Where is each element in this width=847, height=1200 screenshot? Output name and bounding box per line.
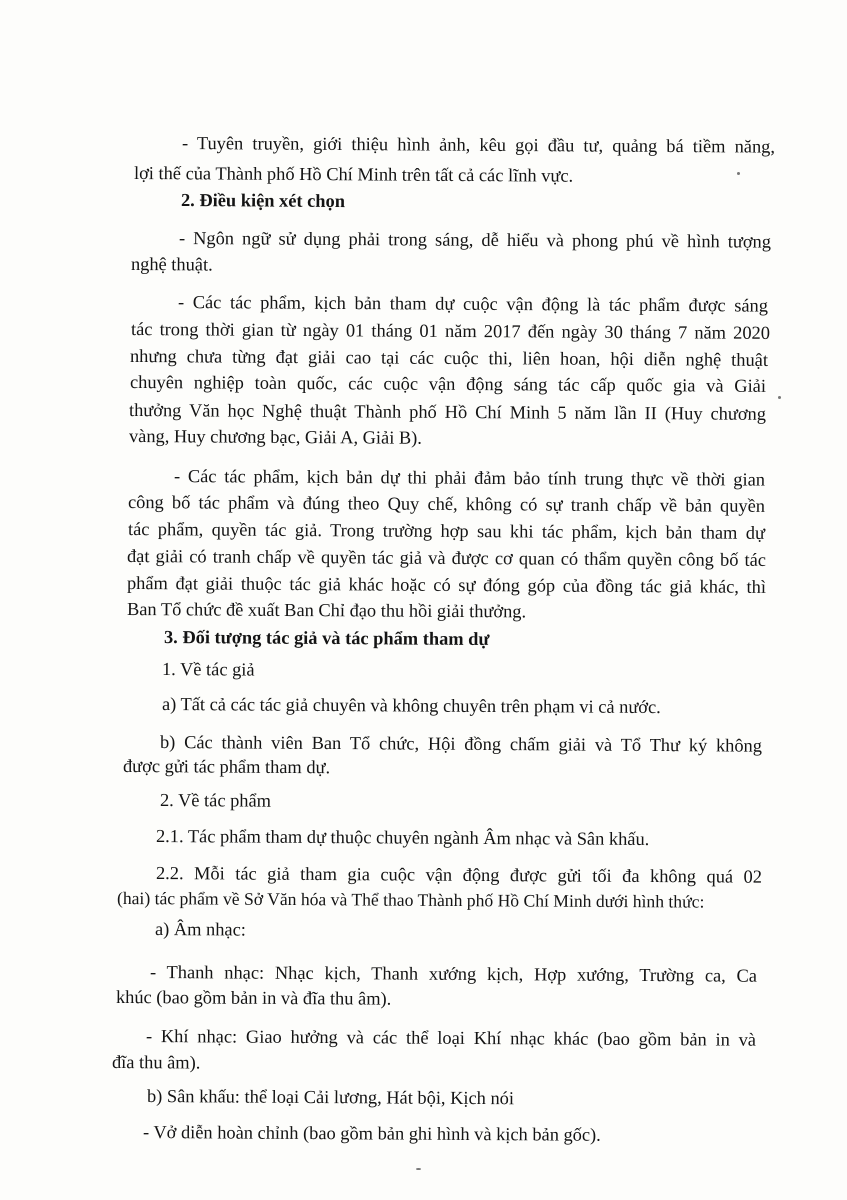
body-line: lợi thế của Thành phố Hồ Chí Minh trên tất cả các lĩnh vực.: [133, 163, 574, 186]
body-line: - Tuyên truyền, giới thiệu hình ảnh, kêu gọi đầu tư, quảng bá tiềm năng,: [181, 133, 776, 157]
body-line: 1. Về tác giả: [161, 659, 255, 680]
body-line: a) Âm nhạc:: [154, 919, 246, 940]
body-line: - Các tác phẩm, kịch bản dự thi phải đảm bảo tính trung thực về thời gian: [173, 466, 766, 490]
body-line: chuyên nghiệp toàn quốc, các cuộc vận động sáng tác cấp quốc gia và Giải: [129, 372, 767, 396]
body-line: - Khí nhạc: Giao hưởng và các thể loại Khí nhạc khác (bao gồm bản in và: [145, 1026, 757, 1050]
body-line: - Thanh nhạc: Nhạc kịch, Thanh xướng kịch, Hợp xướng, Trường ca, Ca: [149, 962, 758, 986]
body-line: b) Sân khấu: thể loại Cải lương, Hát bội, Kịch nói: [146, 1086, 515, 1109]
body-line: nghệ thuật.: [130, 254, 213, 275]
scan-speck: [416, 1168, 421, 1170]
body-line: nhưng chưa từng đạt giải cao tại các cuộc thi, liên hoan, hội diễn nghệ thuật: [129, 346, 769, 370]
body-line: được gửi tác phẩm tham dự.: [122, 756, 331, 778]
scan-speck: [778, 396, 781, 399]
body-line: - Vở diễn hoàn chỉnh (bao gồm bản ghi hình và kịch bản gốc).: [142, 1122, 601, 1145]
body-line: (hai) tác phẩm về Sở Văn hóa và Thể thao Thành phố Hồ Chí Minh dưới hình thức:: [116, 888, 705, 912]
body-line: thưởng Văn học Nghệ thuật Thành phố Hồ Chí Minh 5 năm lần II (Huy chương: [128, 400, 767, 424]
scan-speck: [737, 172, 740, 175]
body-line: 2.1. Tác phẩm tham dự thuộc chuyên ngành Âm nhạc và Sân khấu.: [155, 826, 650, 850]
body-line: đạt giải có tranh chấp về quyền tác giả và được cơ quan có thẩm quyền công bố tác: [126, 546, 767, 570]
body-line: đĩa thu âm).: [111, 1052, 201, 1073]
body-line: tác trong thời gian từ ngày 01 tháng 01 năm 2017 đến ngày 30 tháng 7 năm 2020: [130, 319, 771, 343]
body-line: Ban Tổ chức đề xuất Ban Chỉ đạo thu hồi giải thưởng.: [126, 599, 527, 622]
body-line: 2. Về tác phẩm: [159, 790, 272, 811]
body-line: vàng, Huy chương bạc, Giải A, Giải B).: [128, 426, 423, 448]
body-line: tác phẩm, quyền tác giả. Trong trường hợp sau khi tác phẩm, kịch bản tham dự: [127, 519, 766, 543]
body-line: phẩm đạt giải thuộc tác giả khác hoặc có sự đóng góp của đồng tác giả khác, thì: [126, 573, 767, 597]
body-line: a) Tất cả các tác giả chuyên và không chuyên trên phạm vi cả nước.: [161, 694, 661, 718]
body-line: - Các tác phẩm, kịch bản tham dự cuộc vận động là tác phẩm được sáng: [177, 292, 769, 316]
body-line: - Ngôn ngữ sử dụng phải trong sáng, dễ hiểu và phong phú về hình tượng: [178, 228, 772, 252]
section-heading: 3. Đối tượng tác giả và tác phẩm tham dự: [163, 627, 490, 649]
body-line: 2.2. Mỗi tác giả tham gia cuộc vận động được gửi tối đa không quá 02: [155, 863, 763, 887]
body-line: khúc (bao gồm bản in và đĩa thu âm).: [115, 987, 392, 1009]
body-line: b) Các thành viên Ban Tổ chức, Hội đồng chấm giải và Tổ Thư ký không: [159, 732, 763, 756]
body-line: công bố tác phẩm và đúng theo Quy chế, không có sự tranh chấp về bản quyền: [127, 492, 766, 516]
section-heading: 2. Điều kiện xét chọn: [180, 190, 346, 212]
